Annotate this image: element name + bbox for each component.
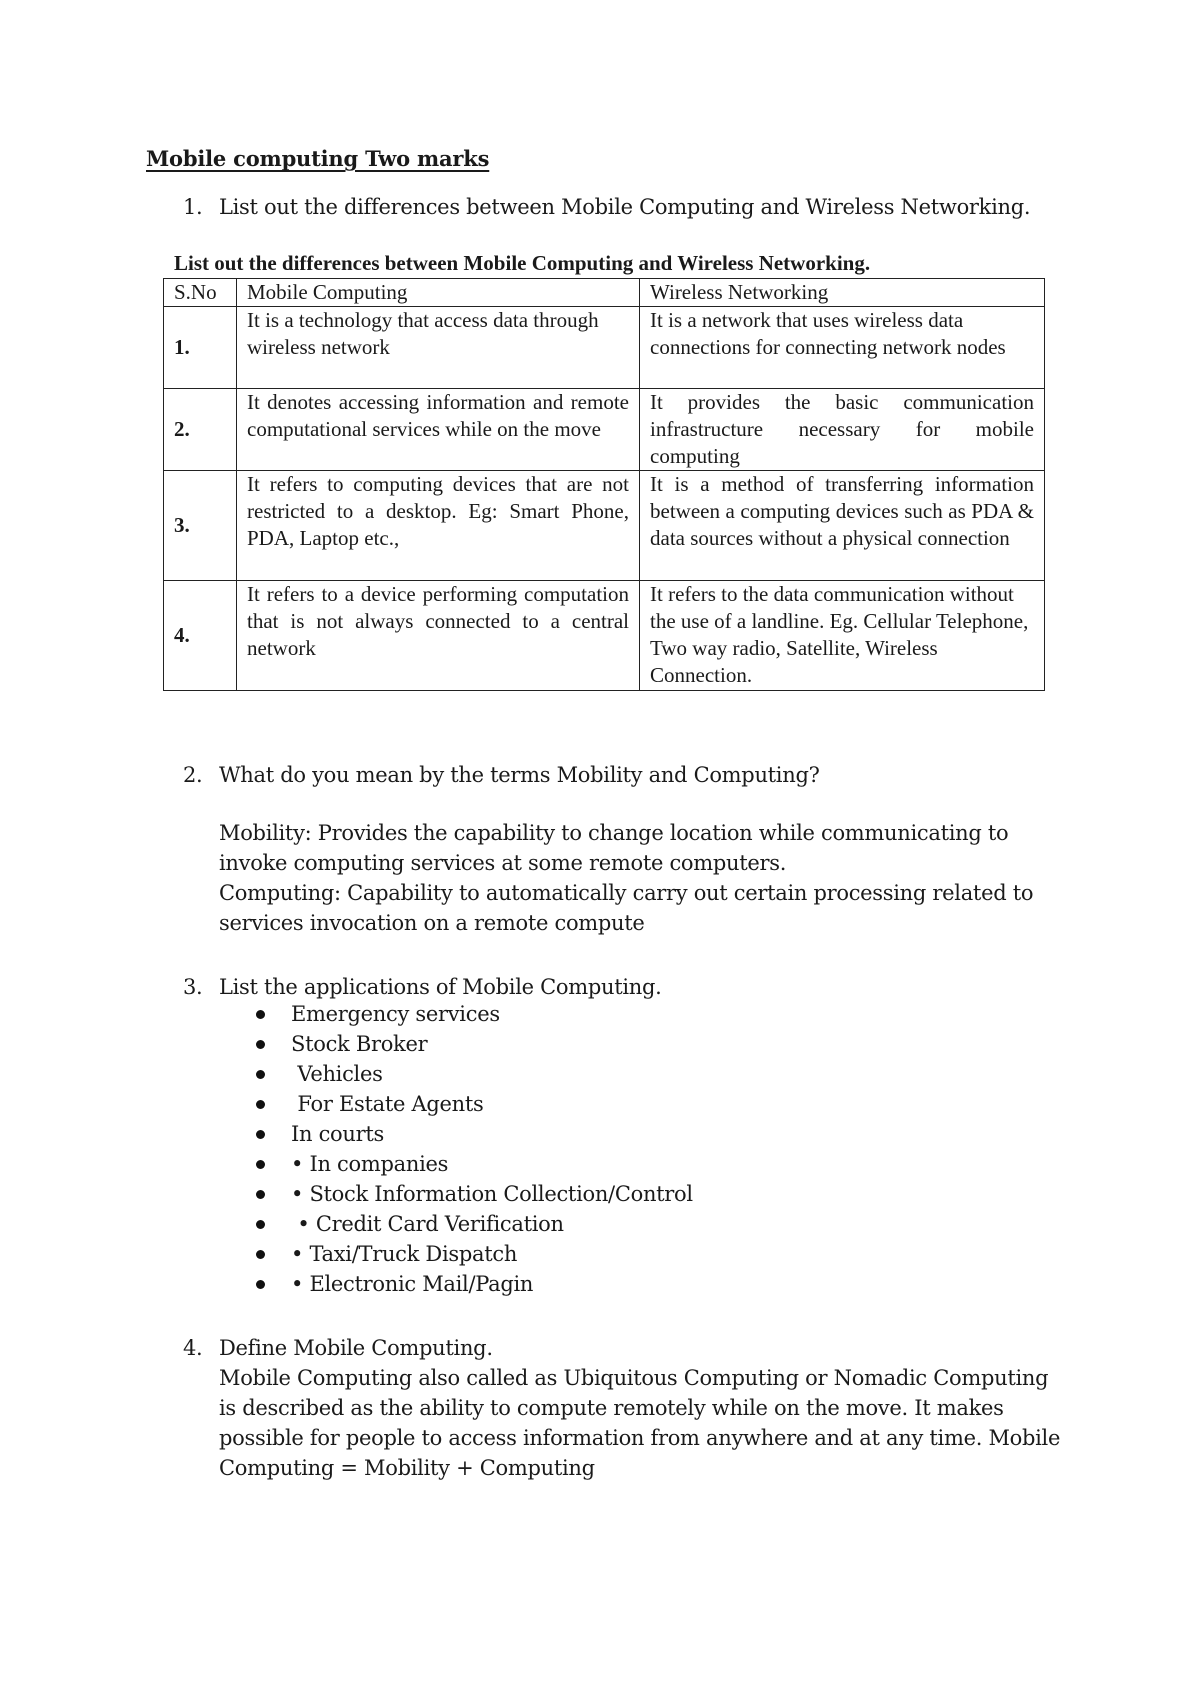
header-wireless-networking: Wireless Networking (640, 279, 1045, 307)
bullet-icon (256, 1160, 265, 1169)
bullet-icon (256, 1010, 265, 1019)
question-number: 3. (183, 975, 203, 999)
row-sno: 4. (164, 581, 237, 691)
list-item: • Taxi/Truck Dispatch (219, 1239, 693, 1269)
differences-table (163, 278, 1045, 691)
question-text: What do you mean by the terms Mobility and Computing? (219, 763, 820, 787)
header-mobile-computing: Mobile Computing (237, 279, 640, 307)
list-item: • Stock Information Collection/Control (219, 1179, 693, 1209)
question-1 (183, 195, 1030, 219)
row-wireless-networking: It provides the basic communication infrastructure necessary for mobile computing (640, 389, 1045, 471)
bullet-icon (256, 1280, 265, 1289)
row-mobile-computing: It is a technology that access data through wireless network (237, 307, 640, 389)
list-item: • Credit Card Verification (219, 1209, 693, 1239)
question-number: 4. (183, 1336, 203, 1360)
table-row (164, 389, 1045, 471)
document-title: Mobile computing Two marks (146, 146, 490, 171)
row-mobile-computing: It refers to a device performing computation that is not always connected to a central network (237, 581, 640, 691)
row-sno: 3. (164, 471, 237, 581)
list-item: • Electronic Mail/Pagin (219, 1269, 693, 1299)
row-wireless-networking: It is a network that uses wireless data connections for connecting network nodes (640, 307, 1045, 389)
row-mobile-computing: It refers to computing devices that are not restricted to a desktop. Eg: Smart Phone, PDA, Laptop etc., (237, 471, 640, 581)
list-item: In courts (219, 1119, 693, 1149)
list-item: Emergency services (219, 999, 693, 1029)
bullet-icon (256, 1070, 265, 1079)
question-text: List the applications of Mobile Computing. (219, 975, 662, 999)
bullet-icon (256, 1220, 265, 1229)
answer-mobility: Mobility: Provides the capability to change location while communicating to invoke computing services at some remote computers. (219, 821, 1009, 875)
list-item: • In companies (219, 1149, 693, 1179)
bullet-icon (256, 1100, 265, 1109)
row-wireless-networking: It refers to the data communication without the use of a landline. Eg. Cellular Telephone, Two way radio, Satellite, Wireless Connection. (640, 581, 1045, 691)
header-sno: S.No (164, 279, 237, 307)
bullet-icon (256, 1190, 265, 1199)
answer-definition: Mobile Computing also called as Ubiquitous Computing or Nomadic Computing is described as the ability to compute remotely while on the move. It makes possible for people to access information from anywhere and at any time. Mobile Computing = Mobility + Computing (219, 1366, 1061, 1480)
question-number: 1. (183, 195, 203, 219)
bullet-icon (256, 1250, 265, 1259)
question-number: 2. (183, 763, 203, 787)
table-row (164, 471, 1045, 581)
table-header-row (164, 279, 1045, 307)
bullet-icon (256, 1130, 265, 1139)
question-3 (183, 975, 662, 999)
question-2 (183, 763, 820, 787)
row-sno: 2. (164, 389, 237, 471)
list-item: For Estate Agents (219, 1089, 693, 1119)
applications-list (219, 999, 693, 1299)
table-caption: List out the differences between Mobile Computing and Wireless Networking. (174, 251, 871, 275)
table-row (164, 581, 1045, 691)
row-mobile-computing: It denotes accessing information and remote computational services while on the move (237, 389, 640, 471)
question-text: Define Mobile Computing. (219, 1336, 493, 1360)
list-item: Stock Broker (219, 1029, 693, 1059)
row-wireless-networking: It is a method of transferring information between a computing devices such as PDA & data sources without a physical connection (640, 471, 1045, 581)
row-sno: 1. (164, 307, 237, 389)
bullet-icon (256, 1040, 265, 1049)
question-4 (183, 1336, 493, 1360)
list-item: Vehicles (219, 1059, 693, 1089)
answer-computing: Computing: Capability to automatically carry out certain processing related to services invocation on a remote compute (219, 881, 1034, 935)
table-row (164, 307, 1045, 389)
question-text: List out the differences between Mobile Computing and Wireless Networking. (219, 195, 1031, 219)
